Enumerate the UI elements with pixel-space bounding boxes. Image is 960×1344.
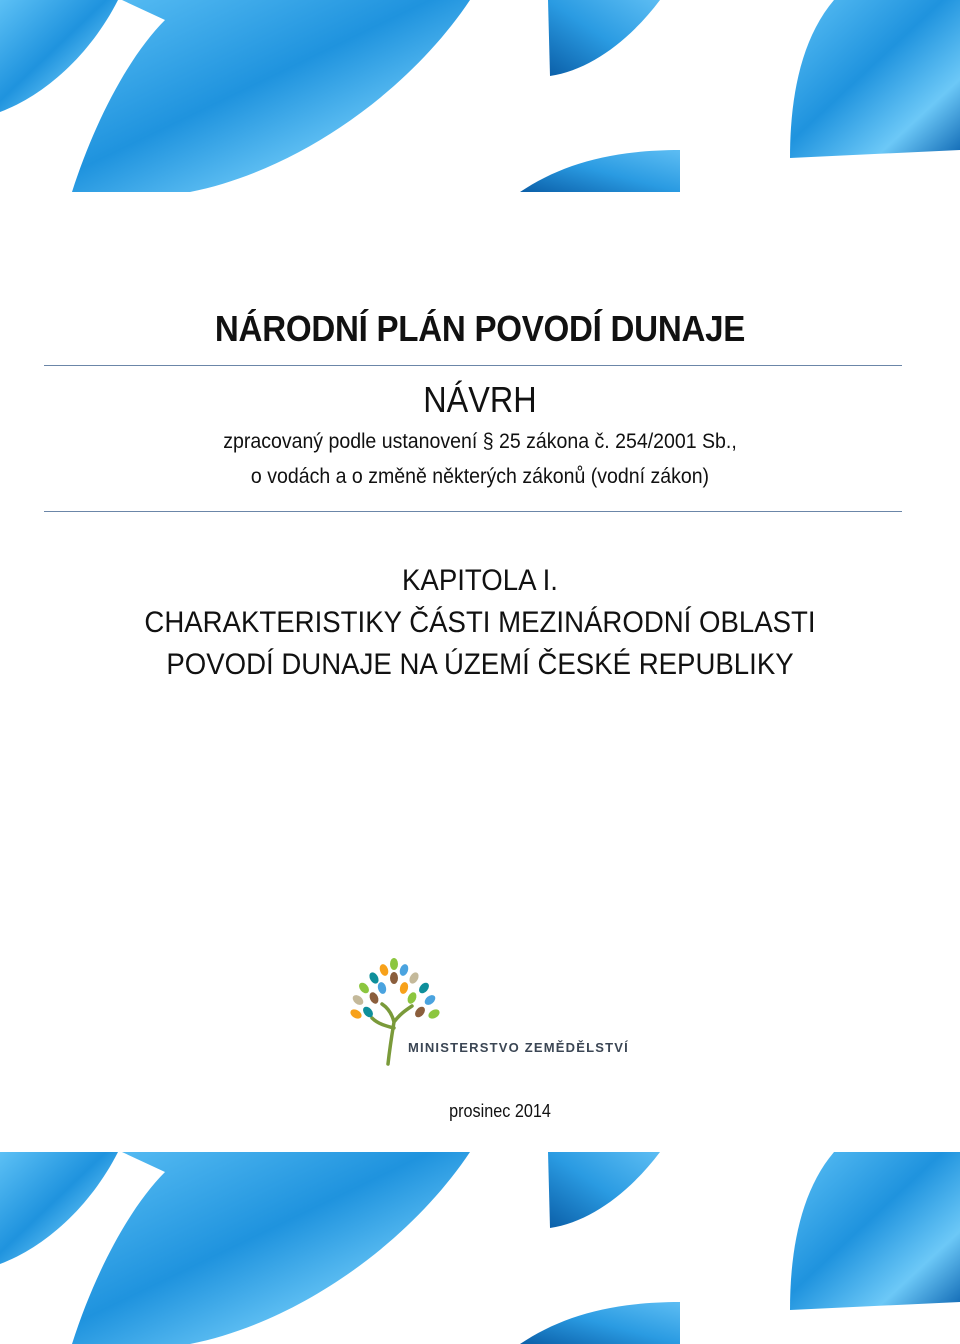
water-leaf-shapes [0,0,960,192]
chapter-title-line-1: CHARAKTERISTIKY ČÁSTI MEZINÁRODNÍ OBLASTI [144,606,816,639]
top-water-banner [0,0,960,192]
divider-top [44,365,902,366]
ministry-name: MINISTERSTVO ZEMĚDĚLSTVÍ [408,1040,629,1055]
bottom-water-banner [0,1152,960,1344]
ministry-logo [348,956,628,1068]
document-title: NÁRODNÍ PLÁN POVODÍ DUNAJE [214,308,746,349]
chapter-title-line-2: POVODÍ DUNAJE NA ÚZEMÍ ČESKÉ REPUBLIKY [166,648,794,681]
draft-status: NÁVRH [423,379,537,420]
water-leaf-shapes [0,1152,960,1344]
chapter-label: KAPITOLA I. [402,564,558,597]
publication-date: prosinec 2014 [449,1101,551,1121]
legal-basis-line-1: zpracovaný podle ustanovení § 25 zákona č. 254/2001 Sb., [223,430,737,453]
legal-basis-line-2: o vodách a o změně některých zákonů (vodní zákon) [250,465,710,488]
divider-bottom [44,511,902,512]
